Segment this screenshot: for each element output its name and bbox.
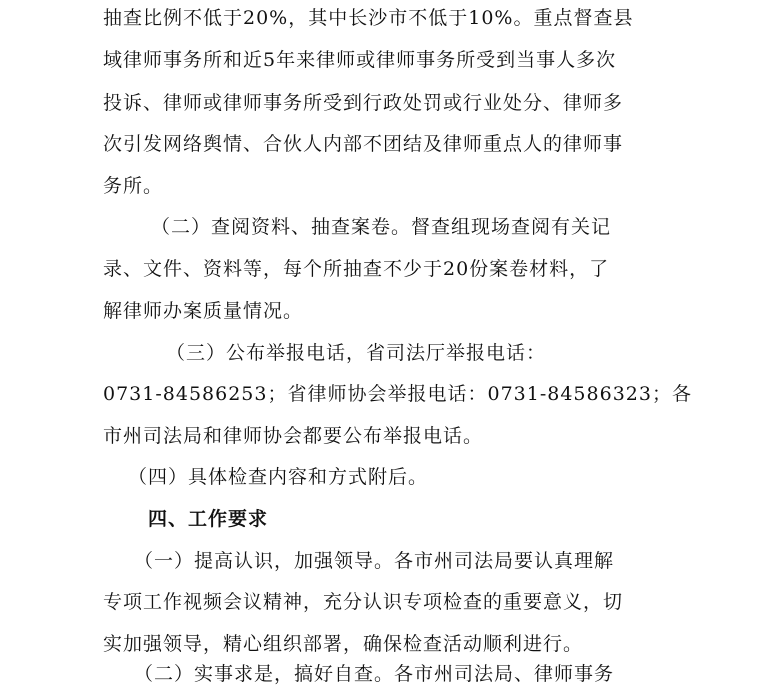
text-line-2: 域律师事务所和近5年来律师或律师事务所受到当事人多次 — [103, 49, 617, 71]
text-line-12: （四）具体检查内容和方式附后。 — [128, 466, 429, 488]
text-line-5: 务所。 — [103, 175, 164, 197]
text-line-1: 抽查比例不低于20%，其中长沙市不低于10%。重点督查县 — [103, 7, 634, 29]
text-line-10: 0731-84586253；省律师协会举报电话：0731-84586323；各 — [103, 383, 692, 405]
text-line-16: 实加强领导，精心组织部署，确保检查活动顺利进行。 — [103, 633, 584, 655]
text-line-9: （三）公布举报电话，省司法厅举报电话： — [166, 342, 547, 364]
text-line-17: （二）实事求是，搞好自查。各市州司法局、律师事务 — [134, 663, 615, 685]
section-heading: 四、工作要求 — [148, 508, 269, 530]
text-line-11: 市州司法局和律师协会都要公布举报电话。 — [103, 425, 484, 447]
text-line-8: 解律师办案质量情况。 — [103, 300, 304, 322]
text-line-7: 录、文件、资料等，每个所抽查不少于20份案卷材料，了 — [103, 258, 610, 280]
text-line-3: 投诉、律师或律师事务所受到行政处罚或行业处分、律师多 — [103, 92, 624, 114]
text-line-14: （一）提高认识，加强领导。各市州司法局要认真理解 — [134, 550, 615, 572]
text-line-6: （二）查阅资料、抽查案卷。督查组现场查阅有关记 — [151, 216, 612, 238]
text-line-4: 次引发网络舆情、合伙人内部不团结及律师重点人的律师事 — [103, 133, 624, 155]
text-line-15: 专项工作视频会议精神，充分认识专项检查的重要意义，切 — [103, 591, 624, 613]
